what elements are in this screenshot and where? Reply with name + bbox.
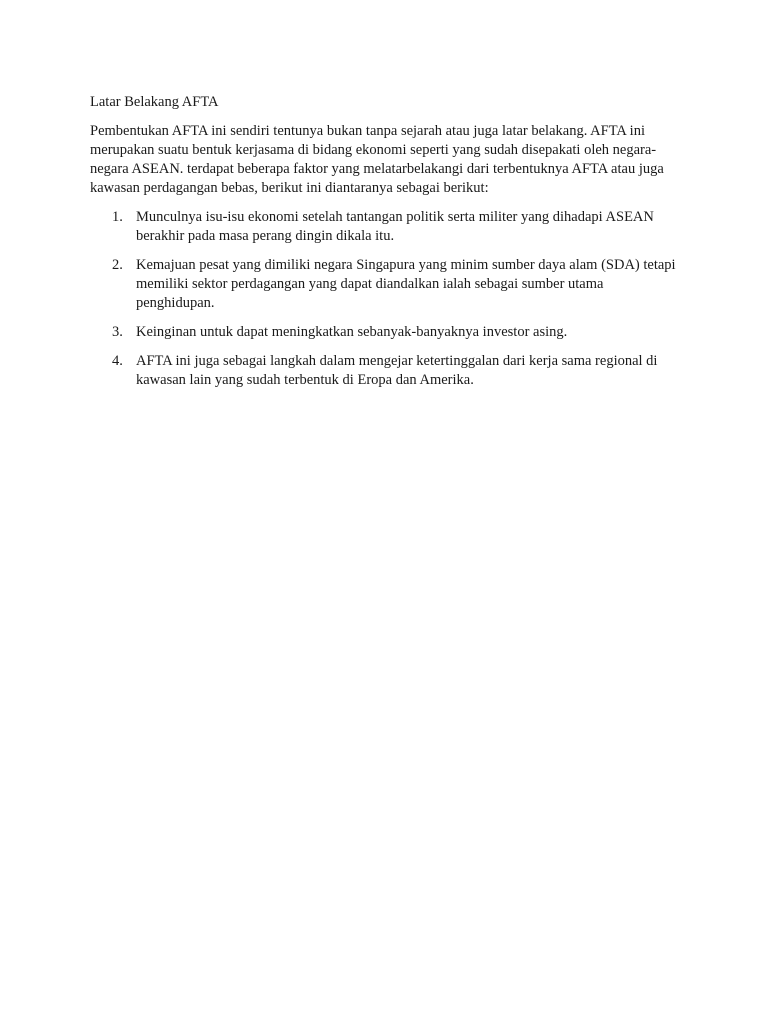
list-item-number: 1. [112,209,123,225]
list-item-text: Keinginan untuk dapat meningkatkan sebanyak-banyaknya investor asing. [136,324,568,340]
list-item-number: 2. [112,257,123,273]
list-item [90,352,676,390]
list-item-text: AFTA ini juga sebagai langkah dalam mengejar ketertinggalan dari kerja sama regional di kawasan lain yang sudah terbentuk di Eropa dan Amerika. [136,353,658,388]
list-item [90,208,676,246]
document-heading: Latar Belakang AFTA [90,94,219,110]
list-item-number: 4. [112,353,123,369]
list-item [90,323,676,342]
list-item-text: Munculnya isu-isu ekonomi setelah tantangan politik serta militer yang dihadapi ASEAN berakhir pada masa perang dingin dikala itu. [136,209,654,244]
factor-list [90,208,690,390]
list-item-number: 3. [112,324,123,340]
document-page [90,92,690,400]
list-item [90,256,676,313]
list-item-text: Kemajuan pesat yang dimiliki negara Singapura yang minim sumber daya alam (SDA) tetapi memiliki sektor perdagangan yang dapat diandalkan ialah sebagai sumber utama penghidupan. [136,257,676,311]
intro-paragraph: Pembentukan AFTA ini sendiri tentunya bukan tanpa sejarah atau juga latar belakang. AFTA ini merupakan suatu bentuk kerjasama di bidang ekonomi seperti yang sudah disepakati oleh negara-negara ASEAN. terdapat beberapa faktor yang melatarbelakangi dari terbentuknya AFTA atau juga kawasan perdagangan bebas, berikut ini diantaranya sebagai berikut: [90,123,664,196]
